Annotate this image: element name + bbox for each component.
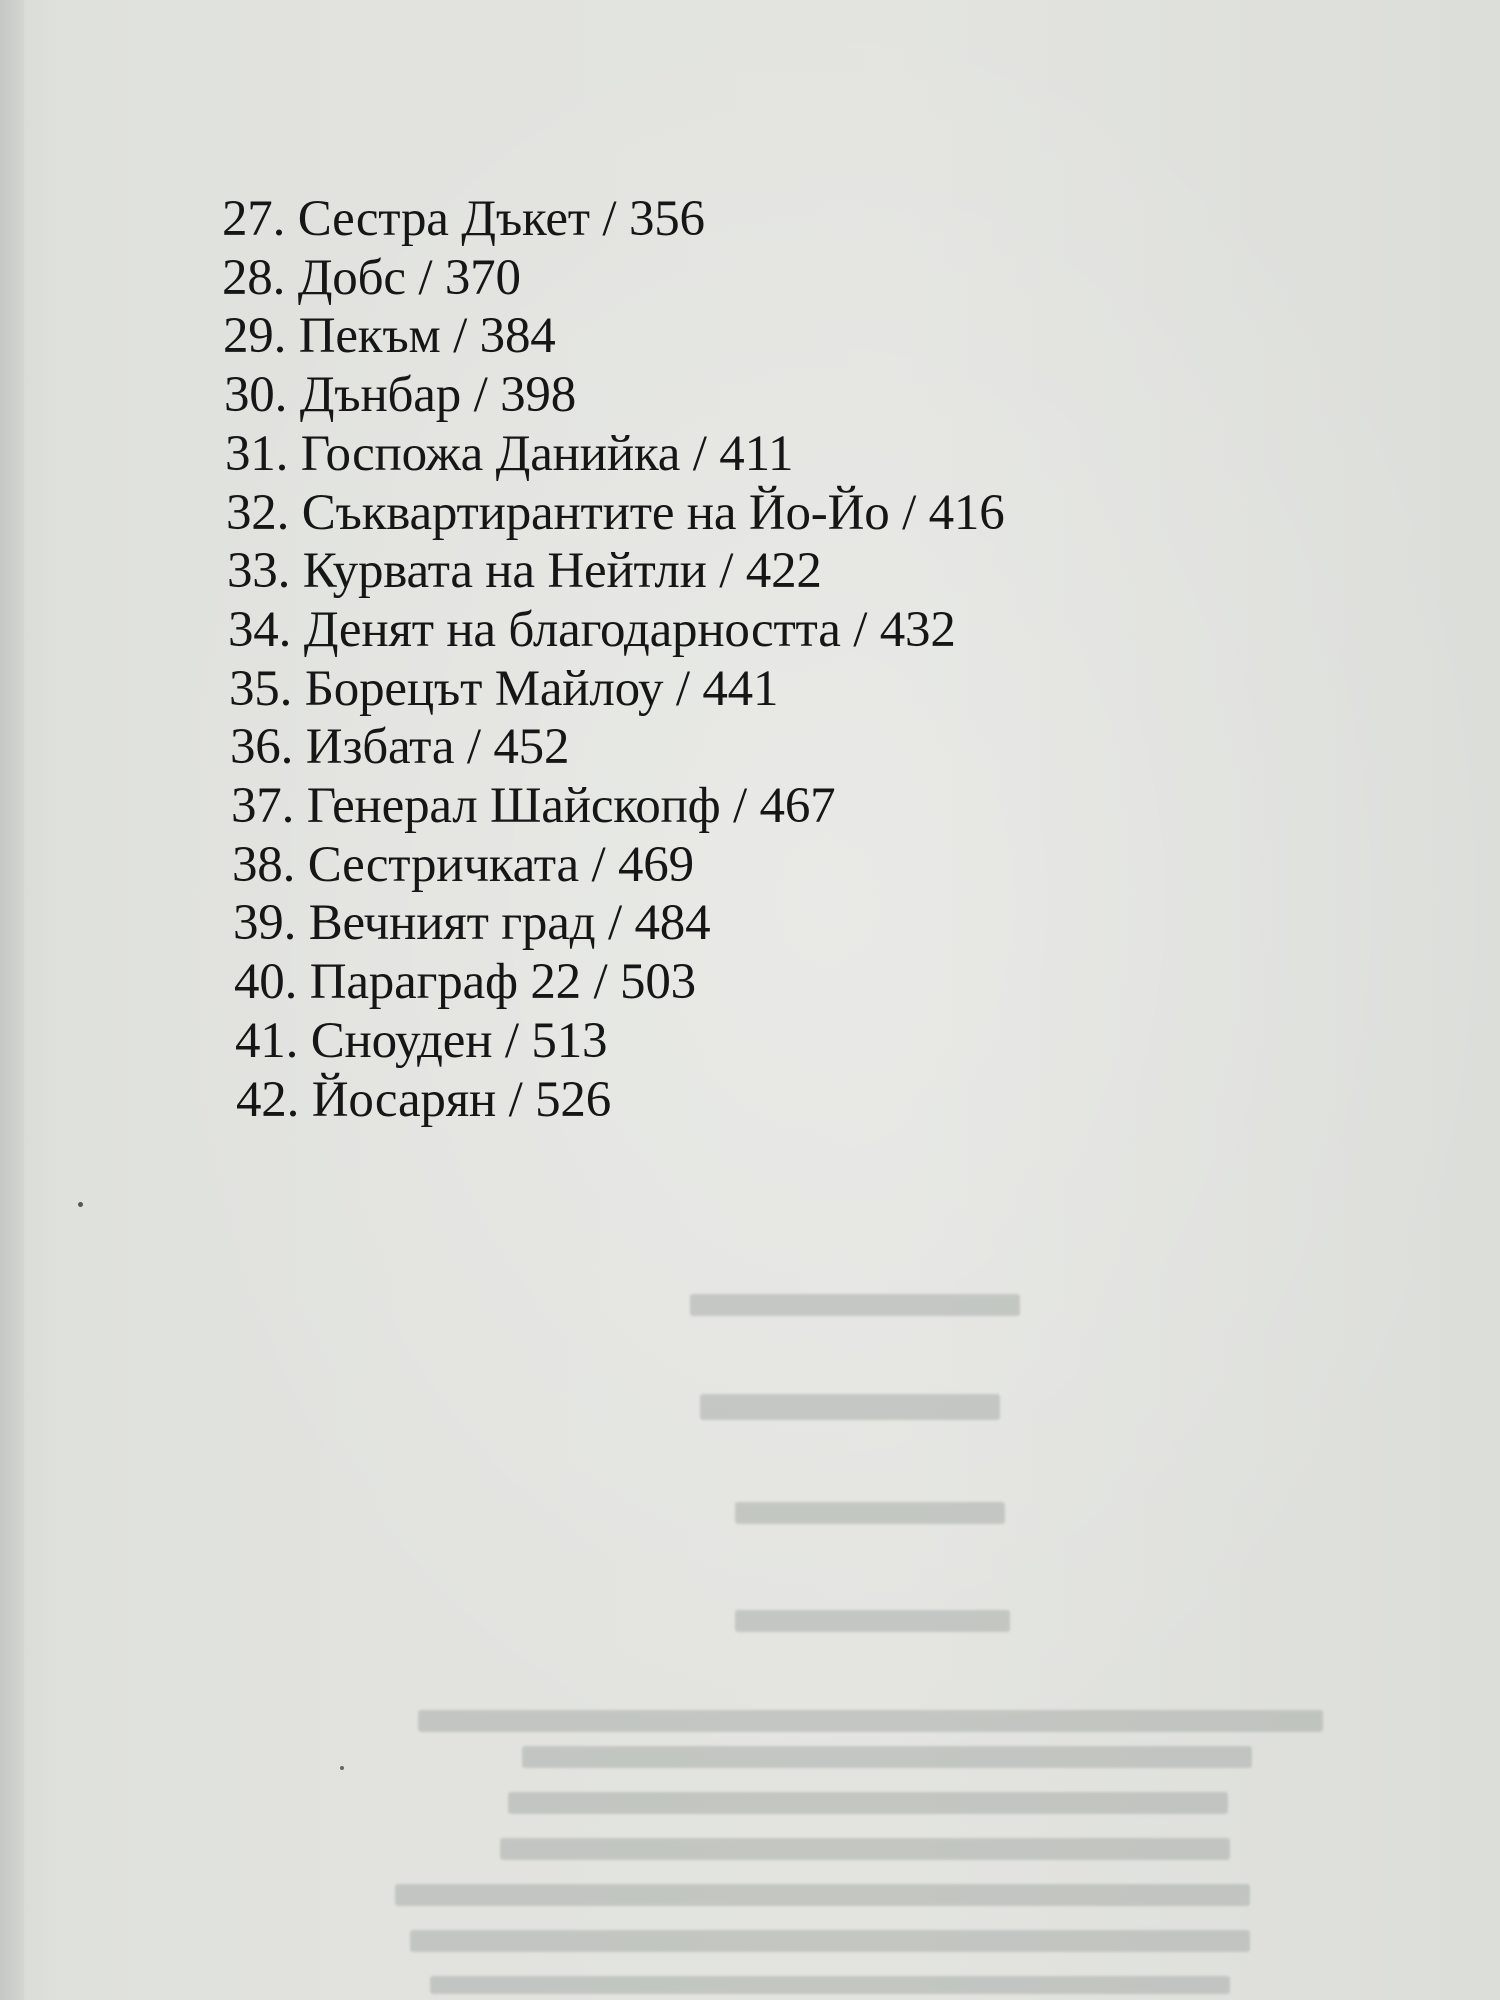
toc-entry-30: 30. Дънбар / 398 [224, 367, 577, 424]
print-speck [78, 1202, 83, 1207]
toc-entry-34: 34. Денят на благодарността / 432 [228, 601, 956, 658]
table-of-contents [222, 190, 1005, 1129]
toc-entry-37: 37. Генерал Шайскопф / 467 [231, 778, 836, 835]
toc-entry-39: 39. Вечният град / 484 [233, 895, 711, 952]
toc-entry-38: 38. Сестричката / 469 [232, 836, 694, 893]
toc-entry-36: 36. Избата / 452 [230, 719, 570, 776]
toc-entry-28: 28. Добс / 370 [222, 249, 521, 306]
toc-entry-33: 33. Курвата на Нейтли / 422 [227, 543, 822, 600]
toc-entry-27: 27. Сестра Дъкет / 356 [222, 191, 705, 247]
page-gutter-shadow [0, 0, 24, 2000]
toc-entry-32: 32. Съквартирантите на Йо-Йо / 416 [226, 484, 1005, 541]
print-speck [340, 1766, 344, 1770]
toc-entry-35: 35. Борецът Майлоу / 441 [229, 660, 779, 717]
toc-entry-42: 42. Йосарян / 526 [236, 1071, 612, 1128]
toc-entry-29: 29. Пекъм / 384 [223, 308, 556, 365]
toc-entry-41: 41. Сноуден / 513 [235, 1012, 608, 1069]
toc-entry-31: 31. Госпожа Данийка / 411 [225, 425, 794, 482]
reverse-side-show-through [0, 1280, 1500, 2000]
toc-entry-40: 40. Параграф 22 / 503 [234, 954, 696, 1011]
